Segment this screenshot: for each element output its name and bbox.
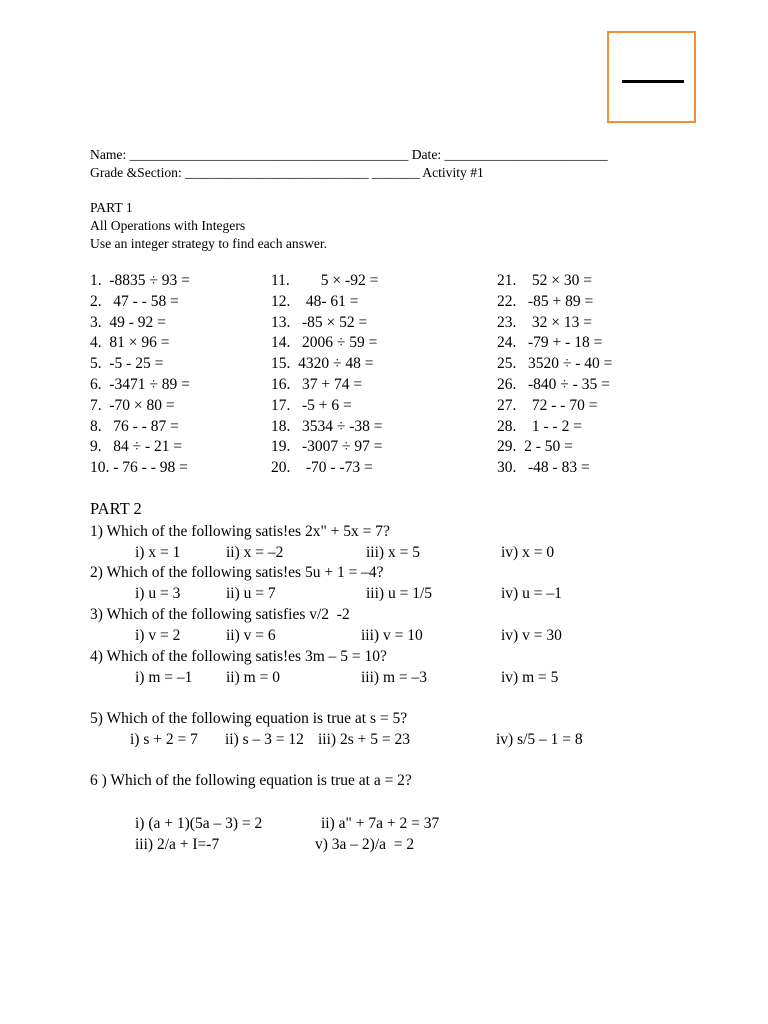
problem: 10. - 76 - - 98 =: [90, 459, 188, 477]
q5-option-ii: ii) s – 3 = 12: [225, 731, 304, 748]
q5-option-iv: iv) s/5 – 1 = 8: [496, 731, 583, 748]
problem-column-3: [497, 271, 612, 479]
problem: 16. 37 + 74 =: [271, 375, 363, 393]
q1-option-i: i) x = 1: [135, 544, 181, 561]
problem: 11. 5 × -92 =: [271, 272, 379, 289]
problem: 25. 3520 ÷ - 40 =: [497, 355, 613, 373]
q1-option-iv: iv) x = 0: [501, 544, 555, 561]
q3-option-iv: iv) v = 30: [501, 627, 562, 644]
question-2: 2) Which of the following satis!es 5u + 1 = –4?: [90, 564, 384, 581]
score-box: [607, 31, 696, 123]
q4-option-iii: iii) m = –3: [361, 669, 428, 686]
problem-column-2: [271, 271, 383, 479]
problem: 22. -85 + 89 =: [497, 292, 594, 310]
problem: 9. 84 ÷ - 21 =: [90, 438, 183, 456]
problem: 26. -840 ÷ - 35 =: [497, 375, 610, 393]
q6-option-iii: iii) 2/a + I=-7: [135, 836, 220, 853]
q4-option-ii: ii) m = 0: [226, 669, 280, 686]
q6-option-i: i) (a + 1)(5a – 3) = 2: [135, 815, 263, 832]
problem: 5. -5 - 25 =: [90, 355, 164, 373]
grade-section-line: Grade &Section: ___________________________ _______ Activity #1: [90, 165, 484, 180]
problem: 23. 32 × 13 =: [497, 313, 592, 331]
q1-option-iii: iii) x = 5: [366, 544, 420, 561]
q2-option-ii: ii) u = 7: [226, 585, 276, 602]
part1-instruction: Use an integer strategy to find each answer.: [90, 236, 328, 251]
problem: 4. 81 × 96 =: [90, 334, 170, 352]
problem: 15. 4320 ÷ 48 =: [271, 355, 374, 373]
problem: 18. 3534 ÷ -38 =: [271, 417, 383, 435]
q3-option-iii: iii) v = 10: [361, 627, 423, 644]
name-date-line: Name: _________________________________________ Date: ________________________: [90, 147, 608, 162]
q6-option-ii: ii) a" + 7a + 2 = 37: [321, 815, 440, 832]
question-3: 3) Which of the following satisfies v/2 -2: [90, 606, 350, 623]
problem: 30. -48 - 83 =: [497, 459, 590, 477]
problem: 12. 48- 61 =: [271, 292, 359, 310]
question-4: 4) Which of the following satis!es 3m – 5 = 10?: [90, 648, 387, 665]
problem: 21. 52 × 30 =: [497, 272, 592, 289]
problem: 28. 1 - - 2 =: [497, 417, 582, 435]
part1-title: PART 1: [90, 200, 133, 215]
problem: 7. -70 × 80 =: [90, 396, 175, 414]
q2-option-iv: iv) u = –1: [501, 585, 562, 602]
problem: 6. -3471 ÷ 89 =: [90, 375, 190, 393]
problem: 3. 49 - 92 =: [90, 313, 166, 331]
question-6: 6 ) Which of the following equation is true at a = 2?: [90, 772, 412, 789]
problem: 8. 76 - - 87 =: [90, 417, 179, 435]
part1-subtitle: All Operations with Integers: [90, 218, 246, 233]
part2-title: PART 2: [90, 499, 142, 518]
q2-option-iii: iii) u = 1/5: [366, 585, 433, 602]
q3-option-ii: ii) v = 6: [226, 627, 276, 644]
q3-option-i: i) v = 2: [135, 627, 181, 644]
problem: 27. 72 - - 70 =: [497, 396, 598, 414]
question-5: 5) Which of the following equation is true at s = 5?: [90, 710, 408, 727]
problem: 14. 2006 ÷ 59 =: [271, 334, 378, 352]
problem: 19. -3007 ÷ 97 =: [271, 438, 383, 456]
problem: 1. -8835 ÷ 93 =: [90, 272, 190, 289]
problem-column-1: [90, 271, 190, 479]
score-line: [622, 80, 684, 83]
q1-option-ii: ii) x = –2: [226, 544, 284, 561]
problem: 24. -79 + - 18 =: [497, 334, 603, 352]
problem: 13. -85 × 52 =: [271, 313, 368, 331]
problem: 20. -70 - -73 =: [271, 459, 373, 477]
q6-option-v: v) 3a – 2)/a = 2: [315, 836, 415, 853]
question-1: 1) Which of the following satis!es 2x" + 5x = 7?: [90, 523, 390, 540]
problem: 17. -5 + 6 =: [271, 396, 352, 414]
problem: 2. 47 - - 58 =: [90, 292, 179, 310]
q4-option-i: i) m = –1: [135, 669, 193, 686]
q5-option-i: i) s + 2 = 7: [130, 731, 198, 748]
q4-option-iv: iv) m = 5: [501, 669, 559, 686]
q2-option-i: i) u = 3: [135, 585, 181, 602]
q5-option-iii: iii) 2s + 5 = 23: [318, 731, 410, 748]
problem: 29. 2 - 50 =: [497, 438, 573, 456]
